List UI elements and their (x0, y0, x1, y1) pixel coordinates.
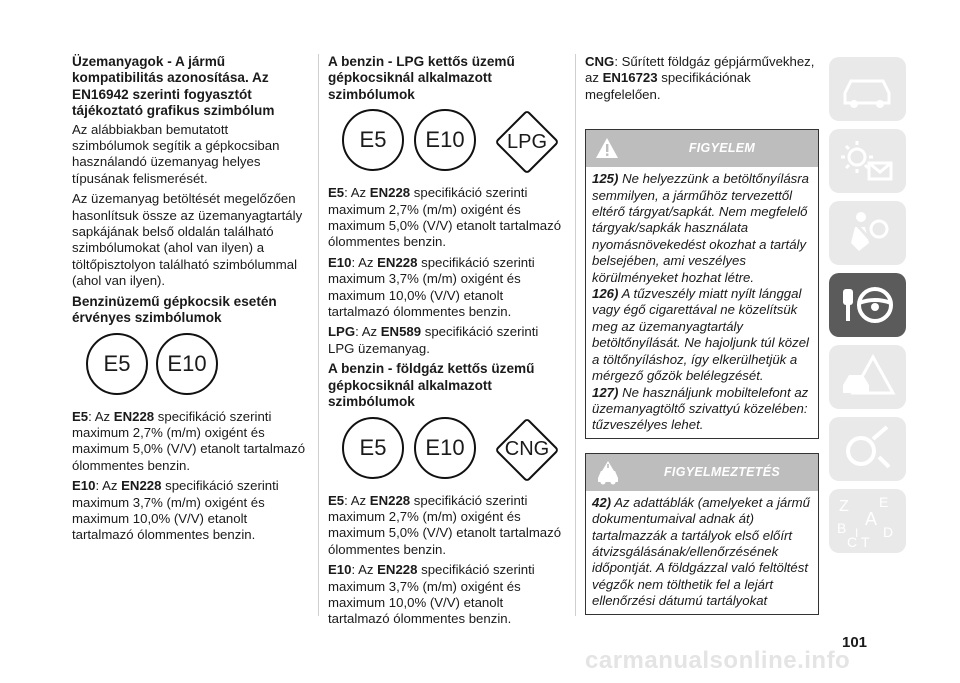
column-left (72, 54, 308, 548)
tab-starting-driving[interactable] (829, 273, 906, 337)
watermark: carmanualsonline.info (585, 647, 851, 674)
warning-body (586, 167, 818, 438)
svg-text:Z: Z (839, 498, 849, 515)
tab-safety[interactable] (829, 201, 906, 265)
e5-symbol: E5 (342, 417, 404, 479)
e10-description: E10: Az EN228 specifikáció szerinti maximum 3,7% (m/m) oxigént és maximum 10,0% (V/V) etanolt tartalmazó ólommentes benzin. (328, 562, 535, 627)
cng-symbol: CNG (494, 417, 560, 483)
svg-text:A: A (865, 509, 878, 529)
column-middle (328, 54, 564, 632)
section-heading-compatibility: Üzemanyagok - A jármű kompatibilitás azonosítása. Az EN16942 szerinti fogyasztót tájékoztató grafikus szimbólum (72, 54, 275, 119)
alphabetical-index-icon (829, 489, 906, 553)
page-number: 101 (842, 634, 868, 651)
e5-description: E5: Az EN228 specifikáció szerinti maximum 2,7% (m/m) oxigént és maximum 5,0% (V/V) etanolt tartalmazó ólommentes benzin. (328, 185, 562, 250)
caution-title: FIGYELMEZTETÉS (663, 464, 780, 479)
warning-item: 126) A tűzveszély miatt nyílt lánggal vagy égő cigarettával ne közelítsük meg az üzemanyagtartály betöltőnyílását. Ne hajoljunk túl közel a töltőnyíláshoz, így elkerülhetjük a mérgező gőzök belélegzését. (592, 286, 809, 384)
key-steering-wheel-icon (829, 273, 906, 337)
tab-emergency[interactable] (829, 345, 906, 409)
warning-triangle-icon (829, 345, 906, 409)
svg-text:T: T (861, 534, 870, 550)
e5-symbol: E5 (342, 109, 404, 171)
warning-title: FIGYELEM (688, 141, 756, 156)
column-right (585, 54, 819, 615)
lights-and-messages-icon (829, 129, 906, 193)
tab-lights-messages[interactable] (829, 129, 906, 193)
section-heading-lpg: A benzin - LPG kettős üzemű gépkocsiknál alkalmazott szimbólumok (328, 54, 515, 102)
column-divider (318, 54, 319, 616)
column-divider (575, 54, 576, 616)
svg-text:B: B (837, 520, 847, 536)
section-heading-cng: A benzin - földgáz kettős üzemű gépkocsiknál alkalmazott szimbólumok (328, 361, 535, 410)
warning-item: 127) Ne használjunk mobiltelefont az üzemanyagtöltő szivattyú közelében: tűzveszélyes lehet. (592, 384, 809, 433)
tab-index[interactable] (829, 489, 906, 553)
svg-text:E: E (879, 494, 889, 510)
e10-symbol: E10 (414, 109, 476, 171)
svg-text:C: C (847, 534, 858, 550)
tab-dashboard[interactable] (829, 57, 906, 121)
e5-symbol: E5 (86, 333, 148, 395)
e10-description: E10: Az EN228 specifikáció szerinti maximum 3,7% (m/m) oxigént és maximum 10,0% (V/V) etanolt tartalmazó ólommentes benzin. (328, 254, 535, 320)
cng-symbols (328, 417, 564, 485)
warning-box (585, 129, 819, 439)
svg-text:I: I (855, 526, 859, 540)
e10-symbol: E10 (156, 333, 218, 395)
e5-description: E5: Az EN228 specifikáció szerinti maximum 2,7% (m/m) oxigént és maximum 5,0% (V/V) etanolt tartalmazó ólommentes benzin. (328, 492, 562, 557)
e10-symbol: E10 (414, 417, 476, 479)
airbag-safety-icon (829, 201, 906, 265)
paragraph-compare: Az üzemanyag betöltését megelőzően hasonlítsuk össze az üzemanyagtartály sapkájának belső oldalán található szimbólumokat (ahol van ilyen) a töltőpisztolyon található szimbólummal (ahol van ilyen). (72, 191, 303, 289)
lpg-symbol: LPG (494, 109, 560, 175)
warning-header (586, 130, 818, 167)
paragraph-intro: Az alábbiakban bemutatott szimbólumok segítik a gépkocsiban használandó üzemanyag helyes típusának felismerését. (72, 121, 280, 186)
lpg-symbols (328, 109, 564, 177)
chapter-tabs (829, 57, 906, 561)
petrol-symbols (72, 333, 308, 401)
wrench-service-icon (829, 417, 906, 481)
cng-description: CNG: Sűrített földgáz gépjárművekhez, az EN16723 specifikációnak megfelelően. (585, 54, 815, 102)
tab-maintenance[interactable] (829, 417, 906, 481)
caution-body (586, 491, 818, 614)
caution-header (586, 454, 818, 491)
section-heading-petrol: Benzinüzemű gépkocsik esetén érvényes szimbólumok (72, 293, 277, 326)
e5-description: E5: Az EN228 specifikáció szerinti maximum 2,7% (m/m) oxigént és maximum 5,0% (V/V) etanolt tartalmazó ólommentes benzin. (72, 408, 306, 473)
caution-item: 42) Az adattáblák (amelyeket a jármű dokumentumaival adnak át) tartalmazzák a tartályok első előírt átvizsgálásának/ellenőrzésének időpontját. A földgázzal való feltöltést végzők nem tölthetik fel a lejárt ellenőrzési dátumú tartályokat (592, 494, 810, 609)
caution-box (585, 453, 819, 615)
svg-text:D: D (883, 524, 894, 540)
warning-item: 125) Ne helyezzünk a betöltőnyílásra semmilyen, a járműhöz tervezettől eltérő tárgyat/sapkát. Nem megfelelő tárgyak/sapkák használata nyomásnövekedést okozhat a tartály belsejében, ami veszélyes körülményeket hozhat létre. (592, 171, 810, 285)
car-dashboard-icon (829, 57, 906, 121)
e10-description: E10: Az EN228 specifikáció szerinti maximum 3,7% (m/m) oxigént és maximum 10,0% (V/V) etanolt tartalmazó ólommentes benzin. (72, 478, 279, 543)
lpg-description: LPG: Az EN589 specifikáció szerinti LPG üzemanyag. (328, 324, 539, 356)
